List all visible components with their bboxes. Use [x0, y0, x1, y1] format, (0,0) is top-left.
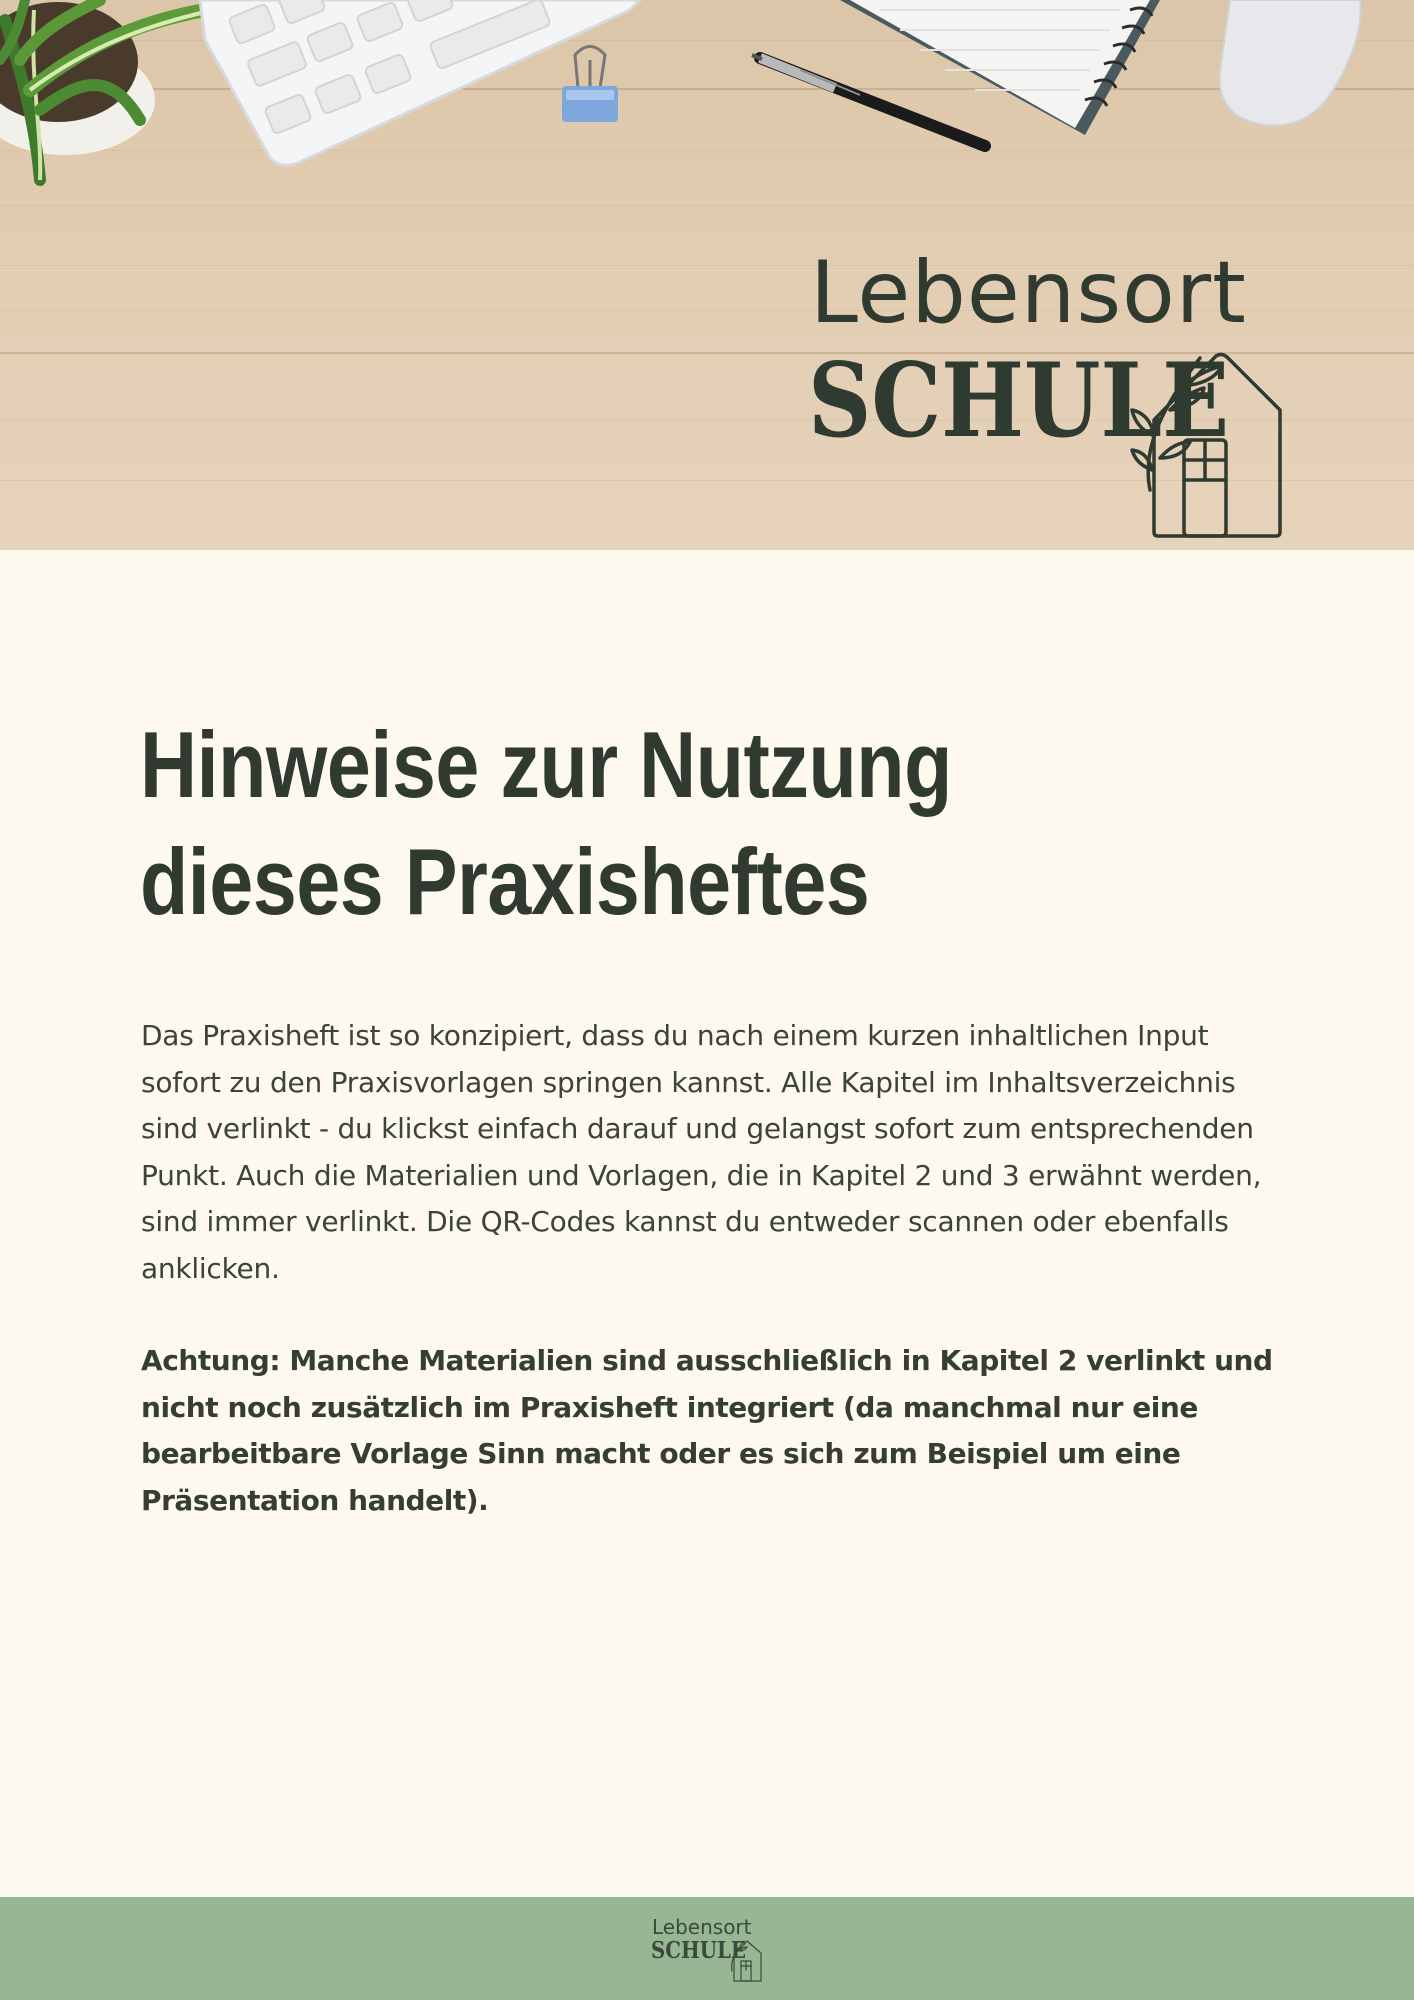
warning-paragraph: Achtung: Manche Materialien sind ausschließlich in Kapitel 2 verlinkt und nicht noch zusätzlich im Praxisheft integriert (da manchmal nur eine bearbeitbare Vorlage Sinn macht oder es sich zum Beispiel um eine Präsentation handelt). — [141, 1344, 1273, 1517]
footer-bar — [0, 1897, 1414, 2000]
header-photo — [0, 0, 1414, 550]
footer-brand-name-bottom: SCHULE — [651, 1937, 746, 1964]
binder-clip-icon — [562, 47, 618, 123]
page-title — [140, 706, 980, 940]
intro-paragraph: Das Praxisheft ist so konzipiert, dass du nach einem kurzen inhaltlichen Input sofort zu den Praxisvorlagen springen kannst. Alle Kapitel im Inhaltsverzeichnis sind verlinkt - du klickst einfach darauf und gelangst sofort zum entsprechenden Punkt. Auch die Materialien und Vorlagen, die in Kapitel 2 und 3 erwähnt werden, sind immer verlinkt. Die QR-Codes kannst du entweder scannen oder ebenfalls anklicken. — [141, 1019, 1262, 1285]
page-title-line-2: dieses Praxisheftes — [140, 829, 870, 934]
keyboard-icon — [200, 0, 640, 165]
house-icon — [1130, 340, 1290, 540]
pen-icon — [752, 55, 985, 146]
brand-name-top: Lebensort — [810, 243, 1247, 343]
footer-brand-name-top: Lebensort — [652, 1915, 752, 1939]
brand-name-bottom: SCHULE — [808, 341, 1230, 461]
page-title-line-1: Hinweise zur Nutzung — [140, 712, 952, 817]
footer-logo — [650, 1917, 770, 1997]
brand-logo — [808, 243, 1290, 540]
plant-icon — [0, 0, 205, 180]
notebook-icon — [840, 0, 1160, 135]
mouse-icon — [1220, 0, 1361, 126]
house-icon — [728, 1937, 764, 1983]
